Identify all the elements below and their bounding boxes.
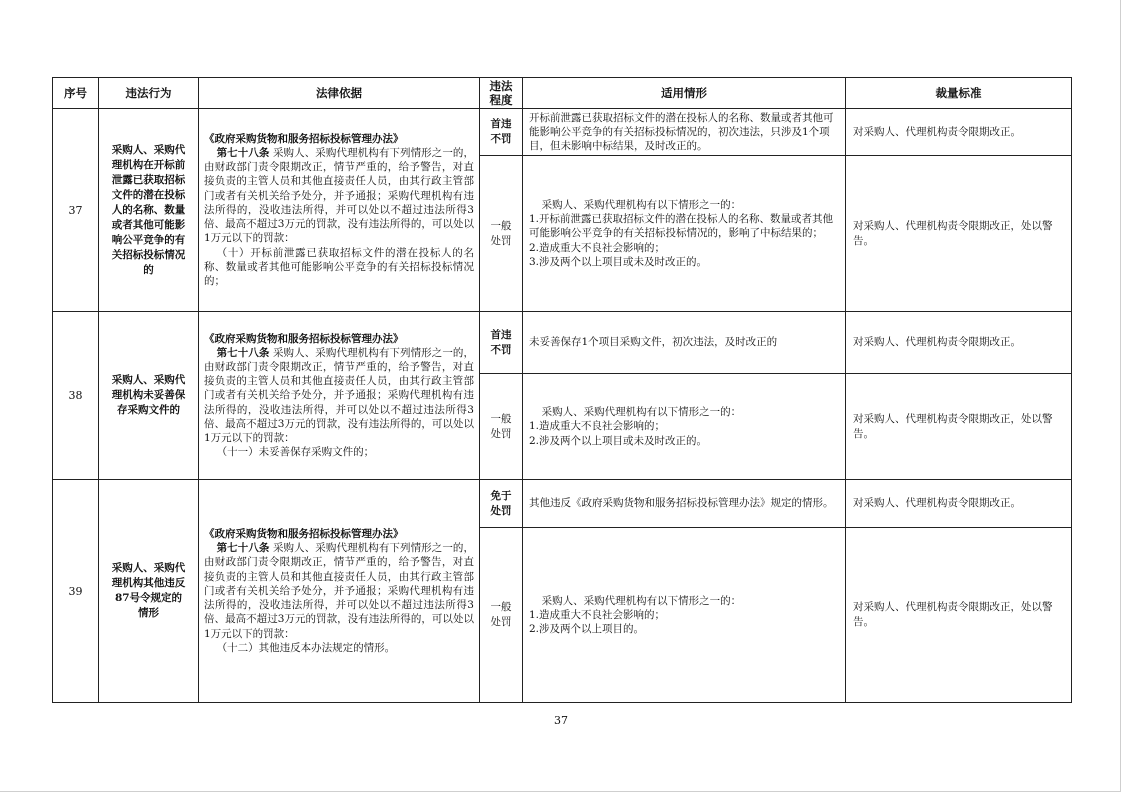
article-text: 采购人、采购代理机构有下列情形之一的，由财政部门责令限期改正，情节严重的，给予警告，对直接负责的主管人员和其他直接责任人员，由其行政主管部门或者有关机关给予处分，并予通报；采购代理机构有违法所得的，没收违法所得，并可以处以不超过违法所得3倍、最高不超过3万元的罚款，没有违法所得的，可以处以1万元以下的罚款： xyxy=(204,147,475,245)
row-basis xyxy=(199,480,480,703)
article-item: （十一）未妥善保存采购文件的； xyxy=(216,446,375,459)
standard-cell: 对采购人、代理机构责令限期改正。 xyxy=(846,109,1072,156)
standard-cell: 对采购人、代理机构责令限期改正。 xyxy=(846,312,1072,374)
level-cell: 免于 处罚 xyxy=(480,480,523,528)
header-level-line1: 违法 xyxy=(489,79,513,93)
header-seq: 序号 xyxy=(53,78,99,109)
standard-cell: 对采购人、代理机构责令限期改正，处以警告。 xyxy=(846,528,1072,703)
situation-cell: 采购人、采购代理机构有以下情形之一的： 1.造成重大不良社会影响的； 2.涉及两个以上项目的。 xyxy=(523,528,846,703)
table-row xyxy=(53,312,1072,374)
standard-cell: 对采购人、代理机构责令限期改正。 xyxy=(846,480,1072,528)
situation-cell: 开标前泄露已获取招标文件的潜在投标人的名称、数量或者其他可能影响公平竞争的有关招标投标情况的，初次违法，只涉及1个项目，但未影响中标结果，及时改正的。 xyxy=(523,109,846,156)
article-text: 采购人、采购代理机构有下列情形之一的，由财政部门责令限期改正，情节严重的，给予警告，对直接负责的主管人员和其他直接责任人员，由其行政主管部门或者有关机关给予处分，并予通报；采购代理机构有违法所得的，没收违法所得，并可以处以不超过违法所得3倍、最高不超过3万元的罚款，没有违法所得的，可以处以1万元以下的罚款： xyxy=(204,346,475,444)
level-cell: 一般 处罚 xyxy=(480,156,523,312)
header-level-line2: 程度 xyxy=(489,93,513,107)
regulation-table xyxy=(52,77,1072,703)
header-act: 违法行为 xyxy=(99,78,199,109)
row-seq: 37 xyxy=(53,109,99,312)
header-level xyxy=(480,78,523,109)
article-item: （十二）其他违反本办法规定的情形。 xyxy=(216,641,396,654)
standard-cell: 对采购人、代理机构责令限期改正，处以警告。 xyxy=(846,156,1072,312)
table-row xyxy=(53,109,1072,156)
header-situation: 适用情形 xyxy=(523,78,846,109)
row-basis xyxy=(199,109,480,312)
level-cell: 首违 不罚 xyxy=(480,312,523,374)
table-row xyxy=(53,480,1072,528)
situation-cell: 其他违反《政府采购货物和服务招标投标管理办法》规定的情形。 xyxy=(523,480,846,528)
header-standard: 裁量标准 xyxy=(846,78,1072,109)
situation-cell: 未妥善保存1个项目采购文件，初次违法，及时改正的 xyxy=(523,312,846,374)
article-number: 第七十八条 xyxy=(216,542,270,555)
row-act: 采购人、采购代 理机构其他违反 87号令规定的 情形 xyxy=(99,480,199,703)
situation-cell: 采购人、采购代理机构有以下情形之一的： 1.造成重大不良社会影响的； 2.涉及两个以上项目或未及时改正的。 xyxy=(523,374,846,480)
law-title: 《政府采购货物和服务招标投标管理办法》 xyxy=(204,332,404,345)
row-seq: 38 xyxy=(53,312,99,480)
article-number: 第七十八条 xyxy=(216,346,270,359)
law-title: 《政府采购货物和服务招标投标管理办法》 xyxy=(204,528,404,541)
row-act: 采购人、采购代 理机构未妥善保 存采购文件的 xyxy=(99,312,199,480)
page-number: 37 xyxy=(554,714,568,727)
row-basis xyxy=(199,312,480,480)
standard-cell: 对采购人、代理机构责令限期改正，处以警告。 xyxy=(846,374,1072,480)
level-cell: 一般 处罚 xyxy=(480,528,523,703)
table-header-row xyxy=(53,78,1072,109)
article-item: （十）开标前泄露已获取招标文件的潜在投标人的名称、数量或者其他可能影响公平竞争的有关招标投标情况的； xyxy=(204,246,474,287)
row-act: 采购人、采购代 理机构在开标前 泄露已获取招标 文件的潜在投标 人的名称、数量 或者其他可能影 响公平竞争的有 关招标投标情况 的 xyxy=(99,109,199,312)
article-number: 第七十八条 xyxy=(216,147,270,160)
level-cell: 一般 处罚 xyxy=(480,374,523,480)
situation-cell: 采购人、采购代理机构有以下情形之一的： 1.开标前泄露已获取招标文件的潜在投标人的名称、数量或者其他可能影响公平竞争的有关招标投标情况的，影响了中标结果的； 2.造成重大不良社会影响的； 3.涉及两个以上项目或未及时改正的。 xyxy=(523,156,846,312)
row-seq: 39 xyxy=(53,480,99,703)
header-basis: 法律依据 xyxy=(199,78,480,109)
law-title: 《政府采购货物和服务招标投标管理办法》 xyxy=(204,132,404,145)
article-text: 采购人、采购代理机构有下列情形之一的，由财政部门责令限期改正，情节严重的，给予警告，对直接负责的主管人员和其他直接责任人员，由其行政主管部门或者有关机关给予处分，并予通报；采购代理机构有违法所得的，没收违法所得，并可以处以不超过违法所得3倍、最高不超过3万元的罚款，没有违法所得的，可以处以1万元以下的罚款： xyxy=(204,542,475,640)
level-cell: 首违 不罚 xyxy=(480,109,523,156)
